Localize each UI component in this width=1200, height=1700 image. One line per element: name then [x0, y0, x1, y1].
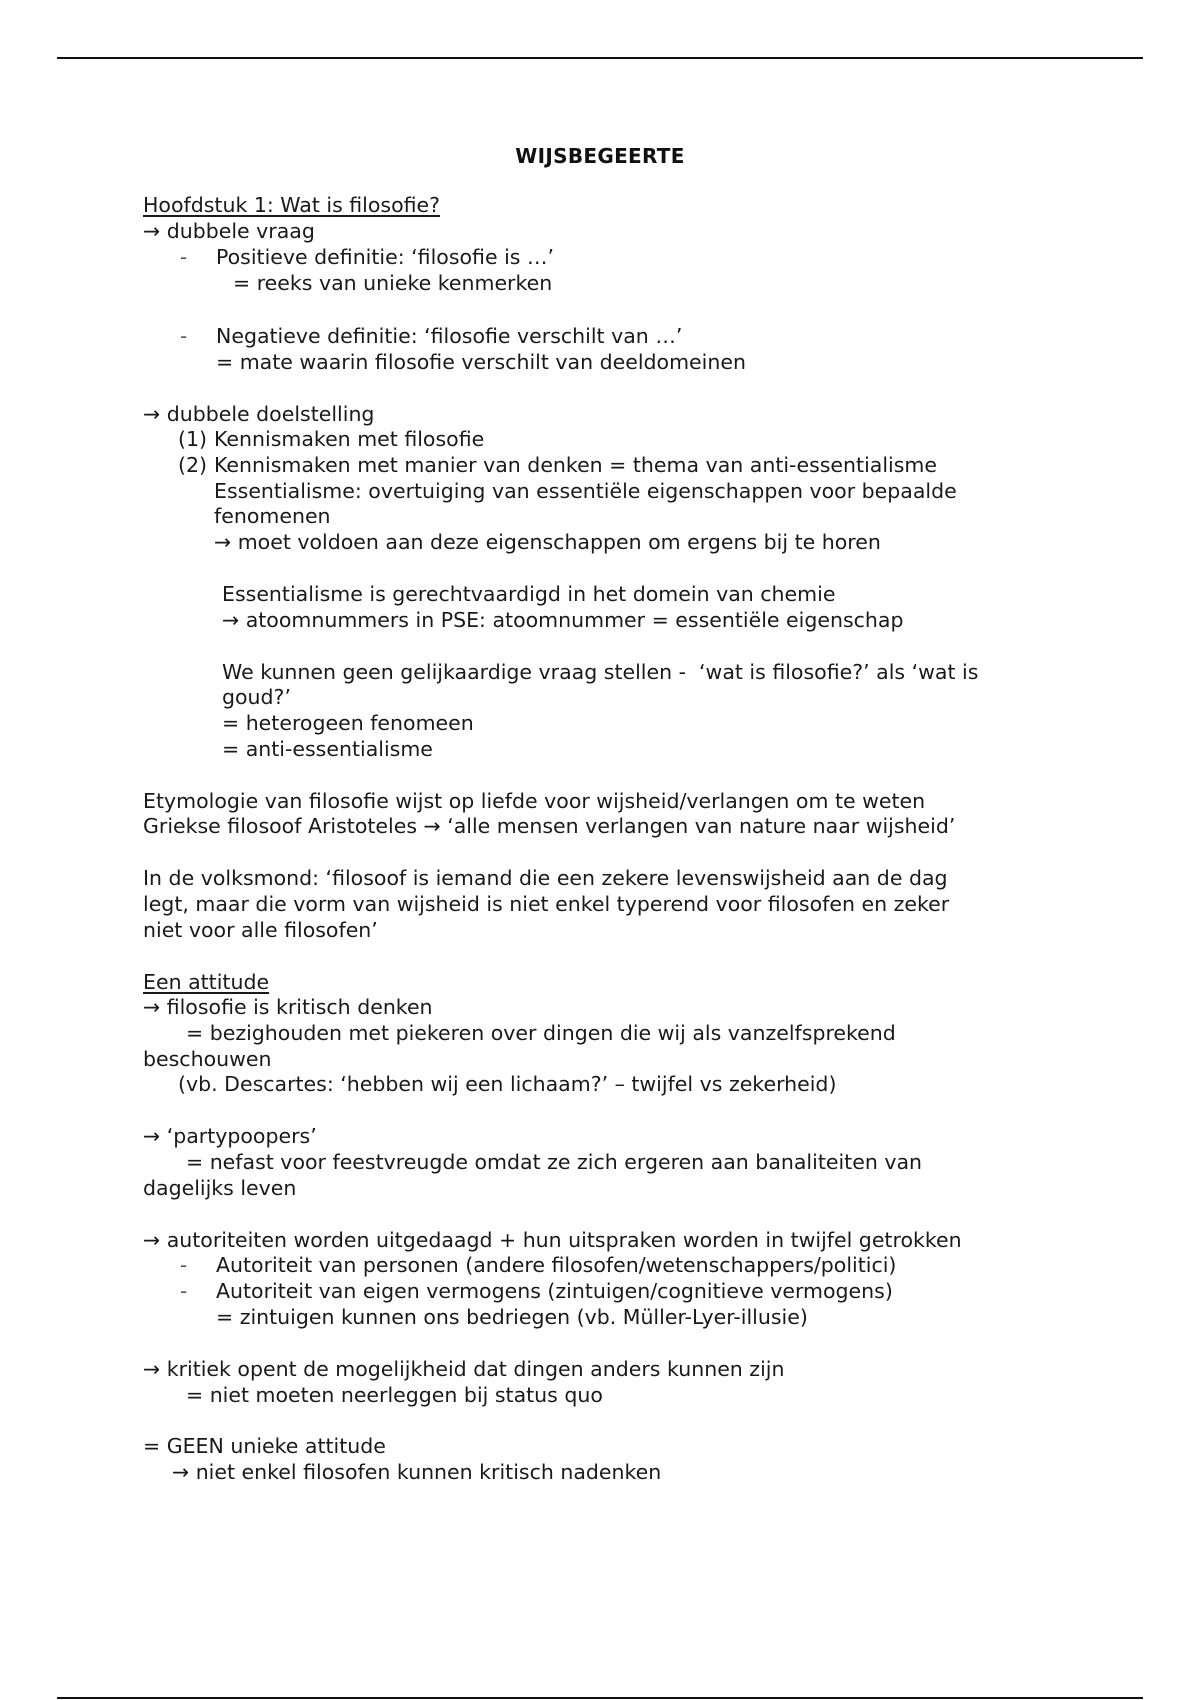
- text-line: = niet moeten neerleggen bij status quo: [186, 1383, 603, 1407]
- text-line: = heterogeen fenomeen: [222, 711, 474, 735]
- text-line: niet voor alle filosofen’: [143, 918, 378, 942]
- list-number: (1): [178, 427, 208, 451]
- text-line: We kunnen geen gelijkaardige vraag stellen - ‘wat is filosofie?’ als ‘wat is: [222, 660, 979, 684]
- text-line: = reeks van unieke kenmerken: [233, 271, 553, 295]
- text-line: Etymologie van filosofie wijst op liefde voor wijsheid/verlangen om te weten: [143, 789, 926, 813]
- bullet-dash: -: [180, 1253, 188, 1277]
- text-line: = GEEN unieke attitude: [143, 1434, 386, 1458]
- text-line: Autoriteit van personen (andere filosofen/wetenschappers/politici): [216, 1253, 897, 1277]
- text-line: → dubbele doelstelling: [143, 402, 375, 426]
- text-line: beschouwen: [143, 1047, 272, 1071]
- document-title: WIJSBEGEERTE: [515, 144, 685, 168]
- footer-rule: [57, 1697, 1143, 1699]
- text-line: goud?’: [222, 685, 291, 709]
- text-line: Essentialisme is gerechtvaardigd in het domein van chemie: [222, 582, 836, 606]
- text-line: → ‘partypoopers’: [143, 1124, 317, 1148]
- list-number: (2): [178, 453, 208, 477]
- text-line: → kritiek opent de mogelijkheid dat dingen anders kunnen zijn: [143, 1357, 785, 1381]
- text-line: Griekse filosoof Aristoteles → ‘alle mensen verlangen van nature naar wijsheid’: [143, 814, 956, 838]
- text-line: → filosofie is kritisch denken: [143, 995, 433, 1019]
- text-line: = anti-essentialisme: [222, 737, 433, 761]
- text-line: → moet voldoen aan deze eigenschappen om ergens bij te horen: [214, 530, 881, 554]
- text-line: Kennismaken met manier van denken = thema van anti-essentialisme: [214, 453, 937, 477]
- text-line: → dubbele vraag: [143, 219, 315, 243]
- text-line: = zintuigen kunnen ons bedriegen (vb. Müller-Lyer-illusie): [216, 1305, 808, 1329]
- bullet-dash: -: [180, 324, 188, 348]
- text-line: Negatieve definitie: ‘filosofie verschilt van …’: [216, 324, 683, 348]
- text-line: In de volksmond: ‘filosoof is iemand die een zekere levenswijsheid aan de dag: [143, 866, 948, 890]
- text-line: Positieve definitie: ‘filosofie is …’: [216, 245, 554, 269]
- text-line: fenomenen: [214, 504, 331, 528]
- text-line: → autoriteiten worden uitgedaagd + hun uitspraken worden in twijfel getrokken: [143, 1228, 962, 1252]
- section-heading: Een attitude: [143, 970, 270, 994]
- text-line: → niet enkel filosofen kunnen kritisch nadenken: [172, 1460, 662, 1484]
- text-line: Kennismaken met filosofie: [214, 427, 485, 451]
- bullet-dash: -: [180, 1279, 188, 1303]
- header-rule: [57, 57, 1143, 59]
- text-line: (vb. Descartes: ‘hebben wij een lichaam?’ – twijfel vs zekerheid): [178, 1072, 837, 1096]
- text-line: dagelijks leven: [143, 1176, 297, 1200]
- text-line: legt, maar die vorm van wijsheid is niet enkel typerend voor filosofen en zeker: [143, 892, 950, 916]
- text-line: = mate waarin filosofie verschilt van deeldomeinen: [216, 350, 746, 374]
- text-line: = nefast voor feestvreugde omdat ze zich ergeren aan banaliteiten van: [186, 1150, 923, 1174]
- bullet-dash: -: [180, 245, 188, 269]
- text-line: = bezighouden met piekeren over dingen die wij als vanzelfsprekend: [186, 1021, 896, 1045]
- text-line: Essentialisme: overtuiging van essentiële eigenschappen voor bepaalde: [214, 479, 957, 503]
- chapter-heading: Hoofdstuk 1: Wat is filosofie?: [143, 193, 441, 217]
- text-line: Autoriteit van eigen vermogens (zintuigen/cognitieve vermogens): [216, 1279, 893, 1303]
- text-line: → atoomnummers in PSE: atoomnummer = essentiële eigenschap: [222, 608, 904, 632]
